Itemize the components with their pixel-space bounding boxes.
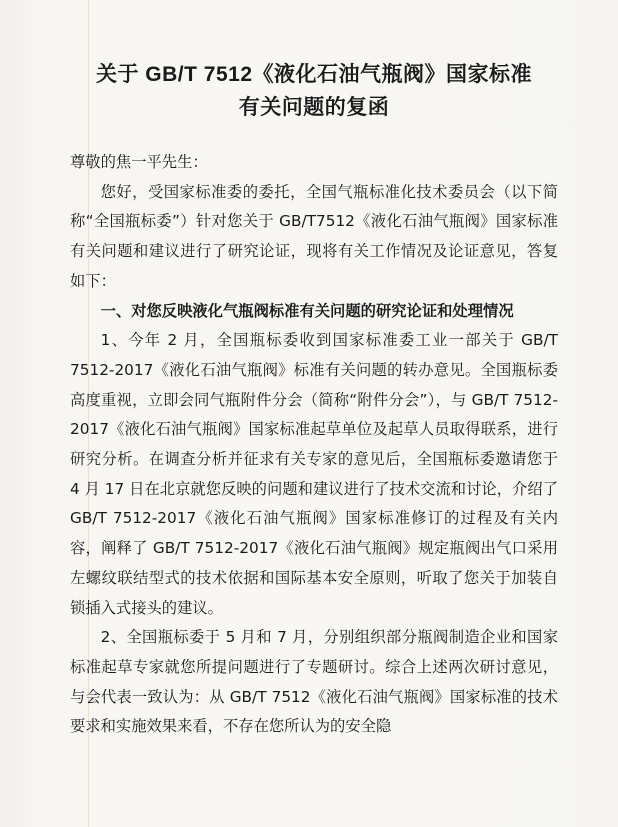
paragraph-intro: 您好，受国家标准委的委托，全国气瓶标准化技术委员会（以下简称“全国瓶标委”）针对您关于 GB/T7512《液化石油气瓶阀》国家标准有关问题和建议进行了研究论证，现将有关工作情况及论证意见，答复如下： (70, 182, 558, 290)
salutation: 尊敬的焦一平先生： (70, 153, 208, 171)
document-title-line1: 关于 GB/T 7512《液化石油气瓶阀》国家标准 (95, 63, 533, 86)
paragraph-item-2: 2、全国瓶标委于 5 月和 7 月，分别组织部分瓶阀制造企业和国家标准起草专家就您所提问题进行了专题研讨。综合上述两次研讨意见，与会代表一致认为：从 GB/T 7512《液化石油气瓶阀》国家标准的技术要求和实施效果来看，不存在您所认为的安全隐 (70, 628, 558, 736)
section-heading-1: 一、对您反映液化气瓶阀标准有关问题的研究论证和处理情况 (100, 301, 514, 320)
document-body (70, 148, 558, 742)
document-title-line2: 有关问题的复函 (238, 96, 390, 119)
paragraph-item-1: 1、今年 2 月，全国瓶标委收到国家标准委工业一部关于 GB/T 7512-2017《液化石油气瓶阀》标准有关问题的转办意见。全国瓶标委高度重视，立即会同气瓶附件分会（简称“附件分会”），与 GB/T 7512-2017《液化石油气瓶阀》国家标准起草单位及起草人员取得联系，进行研究分析。在调查分析并征求有关专家的意见后，全国瓶标委邀请您于 4 月 17 日在北京就您反映的问题和建议进行了技术交流和讨论，介绍了 GB/T 7512-2017《液化石油气瓶阀》国家标准修订的过程及有关内容，阐释了 GB/T 7512-2017《液化石油气瓶阀》规定瓶阀出气口采用左螺纹联结型式的技术依据和国际基本安全原则，听取了您关于加装自锁插入式接头的建议。 (70, 331, 558, 617)
